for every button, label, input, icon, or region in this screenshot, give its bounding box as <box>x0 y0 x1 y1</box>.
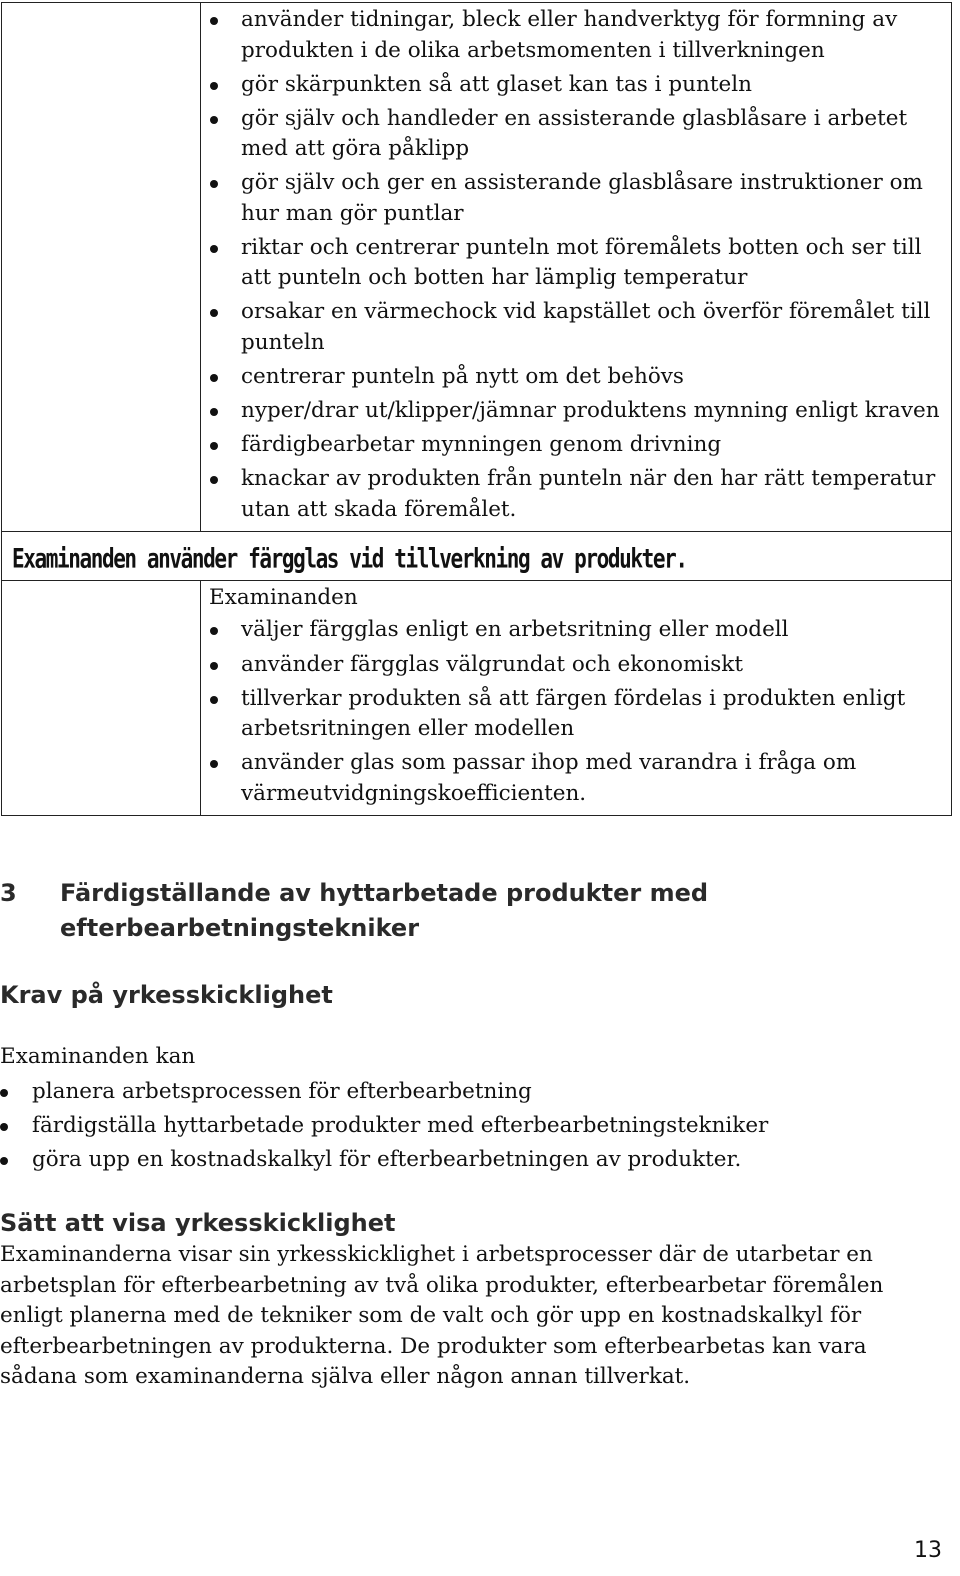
examinanden-label: Examinanden <box>209 584 358 610</box>
list-item: använder färgglas välgrundat och ekonomiskt <box>209 650 945 681</box>
list-item: färdigställa hyttarbetade produkter med efterbearbetningstekniker <box>0 1111 900 1142</box>
satt-heading: Sätt att visa yrkesskicklighet <box>0 1209 396 1237</box>
krav-list-container <box>0 1077 900 1179</box>
krav-intro: Examinanden kan <box>0 1044 196 1069</box>
section-number: 3 <box>0 879 17 907</box>
list-item: färdigbearbetar mynningen genom drivning <box>209 430 945 461</box>
table-row <box>2 580 952 815</box>
list-item: centrerar punteln på nytt om det behövs <box>209 362 945 393</box>
criteria-table <box>1 2 952 816</box>
section-heading: Examinanden använder färgglas vid tillverkning av produkter. <box>12 543 687 574</box>
krav-heading: Krav på yrkesskicklighet <box>0 981 333 1009</box>
list-item: göra upp en kostnadskalkyl för efterbearbetningen av produkter. <box>0 1145 900 1176</box>
criteria-list <box>201 3 951 531</box>
table-cell-empty <box>2 580 201 815</box>
section-title: Färdigställande av hyttarbetade produkter med efterbearbetningstekniker <box>60 879 709 942</box>
page-number: 13 <box>914 1538 942 1563</box>
list-item: tillverkar produkten så att färgen fördelas i produkten enligt arbetsritningen eller modellen <box>209 684 945 745</box>
table-row <box>2 531 952 580</box>
list-item: planera arbetsprocessen för efterbearbetning <box>0 1077 900 1108</box>
list-item: gör själv och handleder en assisterande glasblåsare i arbetet med att göra påklipp <box>209 104 945 165</box>
satt-paragraph: Examinanderna visar sin yrkesskicklighet i arbetsprocesser där de utarbetar en arbetsplan för efterbearbetning av två olika produkter, efterbearbetar föremålen enligt planerna med de tekniker som de valt och gör upp en kostnadskalkyl för efterbearbetningen av produkterna. De produkter som efterbearbetas kan vara sådana som examinanderna själva eller någon annan tillverkat. <box>0 1242 884 1389</box>
list-item: använder glas som passar ihop med varandra i fråga om värmeutvidgningskoefficienten. <box>209 748 945 809</box>
list-item: gör själv och ger en assisterande glasblåsare instruktioner om hur man gör puntlar <box>209 168 945 229</box>
table-cell-criteria <box>201 580 952 815</box>
table-cell-empty <box>2 3 201 532</box>
criteria-list <box>201 613 951 814</box>
table-cell-criteria <box>201 3 952 532</box>
section-heading-cell <box>2 531 952 580</box>
list-item: gör skärpunkten så att glaset kan tas i punteln <box>209 70 945 101</box>
list-item: använder tidningar, bleck eller handverktyg för formning av produkten i de olika arbetsmomenten i tillverkningen <box>209 5 945 66</box>
list-item: väljer färgglas enligt en arbetsritning eller modell <box>209 615 945 646</box>
krav-list <box>0 1077 900 1176</box>
table-row <box>2 3 952 532</box>
list-item: orsakar en värmechock vid kapstället och överför föremålet till punteln <box>209 297 945 358</box>
list-item: knackar av produkten från punteln när den har rätt temperatur utan att skada föremålet. <box>209 464 945 525</box>
list-item: riktar och centrerar punteln mot föremålets botten och ser till att punteln och botten har lämplig temperatur <box>209 233 945 294</box>
list-item: nyper/drar ut/klipper/jämnar produktens mynning enligt kraven <box>209 396 945 427</box>
